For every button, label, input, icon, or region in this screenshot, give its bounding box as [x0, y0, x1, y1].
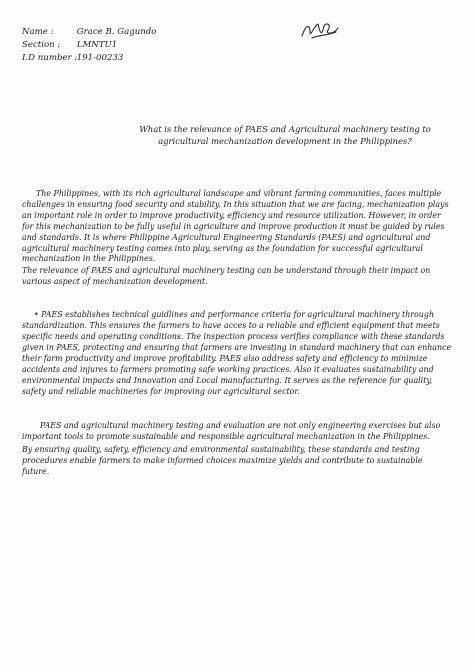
section-label: Section :: [22, 40, 61, 50]
id-label: I.D number :: [22, 53, 78, 63]
section-value: LMNTU1: [76, 40, 118, 50]
paragraph-closing: By ensuring quality, safety, efficiency and environmental sustainability, these standards and testing procedures enable farmers to make informed choices maximize yields and contribute to sustainable future.: [22, 445, 423, 477]
paragraph-relevance: The relevance of PAES and agricultural machinery testing can be understand through their impact on various aspect of mechanization development.: [22, 266, 431, 287]
handwritten-signature: [298, 20, 340, 42]
student-info-header: [22, 26, 452, 65]
name-row: [22, 26, 452, 39]
paragraph-paes-bullet: • PAES establishes technical guidlines and performance criteria for agricultural machinery through standardization. This ensures the farmers to have acces to a reliable and efficient equipment that meets specific needs and operating conditions. The inspection process verifies compliance with these standards given in PAES, protecting and ensuring that farmers are investing in standard machinery that can enhance their farm productivity and improve profitability. PAES also address safety and efficiency to minimize accidents and injures to farmers promoting safe working practices. Also it evaluates sustainability and environmental impacts and Innovation and Local manufacturing. It serves as the reference for quality, safety and reliable machineries for improving our agricultural sector.: [22, 310, 452, 396]
section-row: [22, 39, 452, 52]
essay-question: What is the relevance of PAES and Agricultural machinery testing to agricultural mechanization development in the Philippines?: [139, 124, 431, 146]
paragraph-conclusion: PAES and agricultural machinery testing and evaluation are not only engineering exercises but also important tools to promote sustainable and responsible agricultural mechanization in the Philippines.: [22, 421, 441, 442]
id-row: [22, 52, 452, 65]
name-label: Name :: [22, 27, 54, 37]
name-value: Grace B. Gagundo: [76, 27, 157, 37]
paragraph-introduction: The Philippines, with its rich agricultural landscape and vibrant farming communities, faces multiple challenges in ensuring food security and stability. In this situation that we are facing, mechanization plays an important role in order to improve productivity, efficiency and resource utilization. However, in order for this mechanization to be fully useful in agriculture and improve production it must be guided by rules and standards. It is where Philippine Agricultural Engineering Standards (PAES) and agricultural and agricultural machinery testing comes into play, serving as the foundation for successful agricultural mechanization in the Philippines.: [22, 189, 449, 264]
id-value: 191-00233: [76, 53, 124, 63]
